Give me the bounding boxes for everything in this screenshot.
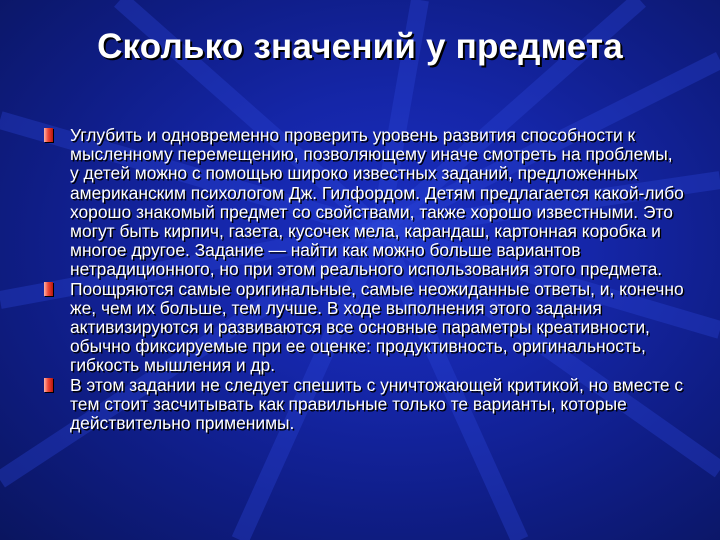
bullet-item-2	[44, 280, 684, 376]
bullet-text: В этом задании не следует спешить с уничтожающей критикой, но вместе с тем стоит засчитывать как правильные только те варианты, которые действительно применимы.	[70, 374, 684, 434]
bullet-item-1	[44, 126, 684, 280]
bullet-list	[44, 126, 684, 433]
bullet-marker-icon	[44, 378, 53, 392]
bullet-marker-icon	[44, 128, 53, 142]
bullet-item-3	[44, 376, 684, 434]
bullet-text: Поощряются самые оригинальные, самые неожиданные ответы, и, конечно же, чем их больше, тем лучше. В ходе выполнения этого задания активизируются и развиваются все основные параметры креативности, обычно фиксируемые при ее оценке: продуктивность, оригинальность, гибкость мышления и др.	[70, 278, 684, 376]
slide-title: Сколько значений у предмета	[97, 27, 623, 66]
bullet-text: Углубить и одновременно проверить уровень развития способности к мысленному перемещению, позволяющему иначе смотреть на проблемы, у детей можно с помощью широко известных заданий, предложенных американским психологом Дж. Гилфордом. Детям предлагается какой-либо хорошо знакомый предмет со свойствами, также хорошо известными. Это могут быть кирпич, газета, кусочек мела, карандаш, картонная коробка и многое другое. Задание — найти как можно больше вариантов нетрадиционного, но при этом реального использования этого предмета.	[70, 125, 684, 280]
bullet-marker-icon	[44, 282, 53, 296]
